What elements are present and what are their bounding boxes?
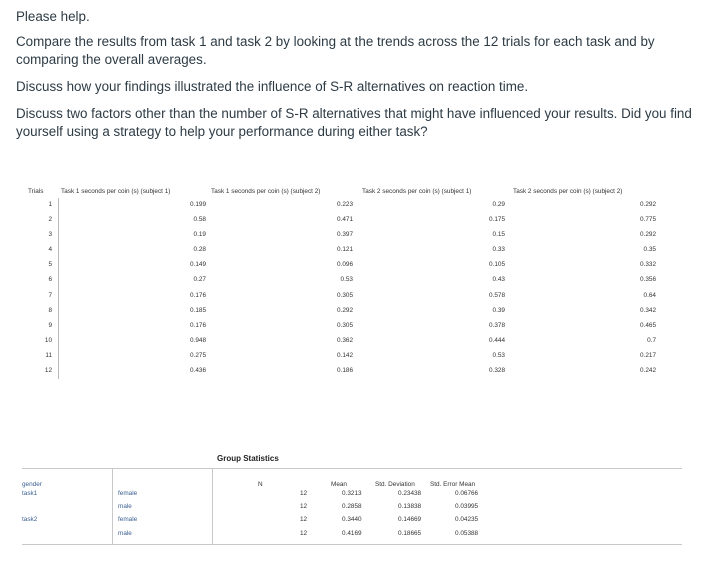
stats-col-se: Std. Error Mean: [430, 481, 476, 488]
trial-value: 0.356: [640, 276, 656, 284]
trial-value: 0.58: [193, 216, 206, 224]
trial-number: 11: [45, 351, 52, 359]
trial-value: 0.242: [640, 367, 656, 375]
trial-value: 0.33: [492, 246, 505, 254]
stats-divider-1: [112, 468, 113, 544]
trial-row: [28, 243, 688, 258]
trial-value: 0.121: [337, 246, 353, 254]
trial-number: 4: [48, 246, 52, 254]
trial-value: 0.105: [489, 261, 505, 269]
trial-number: 2: [48, 216, 52, 224]
trial-value: 0.578: [489, 291, 505, 299]
stats-sex-cell: female: [118, 516, 138, 523]
trial-value: 0.15: [492, 231, 505, 239]
trial-value: 0.175: [489, 216, 505, 224]
trial-value: 0.64: [643, 291, 656, 299]
trial-value: 0.378: [489, 321, 505, 329]
stats-n-cell: 12: [300, 490, 308, 497]
trial-row: [28, 364, 688, 379]
trial-number: 5: [48, 261, 52, 269]
trial-value: 0.305: [337, 321, 353, 329]
stats-se-cell: 0.03995: [455, 503, 479, 510]
trial-row: [28, 198, 688, 213]
stats-col-sd: Std. Deviation: [375, 481, 415, 488]
trial-value: 0.27: [193, 276, 206, 284]
stats-sex-cell: male: [118, 503, 132, 510]
stats-sd-cell: 0.23438: [398, 490, 422, 497]
trial-value: 0.199: [190, 201, 206, 208]
trial-row: [28, 258, 688, 273]
trials-table: [28, 184, 688, 379]
trial-value: 0.53: [340, 276, 353, 284]
question-greeting: Please help.: [16, 9, 90, 24]
stats-col-mean: Mean: [331, 481, 347, 488]
question-text: [16, 8, 706, 150]
trial-value: 0.436: [190, 367, 206, 375]
trial-value: 0.096: [337, 261, 353, 269]
trial-row: [28, 289, 688, 304]
trial-value: 0.775: [640, 216, 656, 224]
trial-value: 0.362: [337, 336, 353, 344]
trial-value: 0.328: [489, 367, 505, 375]
trial-value: 0.149: [190, 261, 206, 269]
stats-sd-cell: 0.14669: [398, 516, 422, 523]
trial-value: 0.305: [337, 291, 353, 299]
trial-number: 9: [48, 321, 52, 329]
stats-top-rule: [22, 468, 682, 469]
trial-value: 0.176: [190, 321, 206, 329]
stats-n-cell: 12: [300, 516, 308, 523]
trial-value: 0.292: [337, 306, 353, 314]
trial-row: [28, 349, 688, 364]
question-compare: Compare the results from task 1 and task 2 by looking at the trends across the 12 trials for each task and by comparing the overall averages.: [16, 34, 655, 67]
trial-number: 7: [48, 291, 52, 299]
stats-se-cell: 0.05388: [455, 530, 479, 537]
trial-value: 0.292: [640, 201, 656, 208]
header-task1-s2: Task 1 seconds per coin (s) (subject 2): [211, 187, 321, 195]
trial-row: [28, 228, 688, 243]
question-discuss-sr: Discuss how your findings illustrated the influence of S-R alternatives on reaction time.: [16, 79, 529, 94]
trial-value: 0.28: [193, 246, 206, 254]
trial-value: 0.471: [337, 216, 353, 224]
header-task2-s1: Task 2 seconds per coin (s) (subject 1): [362, 187, 472, 195]
trial-value: 0.292: [640, 231, 656, 239]
trial-value: 0.332: [640, 261, 656, 269]
stats-mean-cell: 0.3440: [342, 516, 362, 523]
trials-body: [28, 198, 688, 379]
stats-sd-cell: 0.18665: [398, 530, 422, 537]
trial-value: 0.342: [640, 306, 656, 314]
stats-divider-2: [212, 468, 213, 544]
trial-value: 0.142: [337, 351, 353, 359]
trial-value: 0.948: [190, 336, 206, 344]
stats-mean-cell: 0.3213: [342, 490, 362, 497]
trial-row: [28, 273, 688, 288]
stats-bottom-rule: [22, 544, 682, 545]
trial-value: 0.465: [640, 321, 656, 329]
trial-row: [28, 319, 688, 334]
trial-value: 0.29: [492, 201, 505, 208]
trial-number: 1: [48, 201, 52, 208]
trial-value: 0.186: [337, 367, 353, 375]
trial-value: 0.217: [640, 351, 656, 359]
stats-sex-cell: male: [118, 530, 132, 537]
trial-row: [28, 334, 688, 349]
stats-n-cell: 12: [300, 530, 308, 537]
trial-value: 0.185: [190, 306, 206, 314]
trial-value: 0.53: [492, 351, 505, 359]
trial-value: 0.444: [489, 336, 505, 344]
header-task2-s2: Task 2 seconds per coin (s) (subject 2): [513, 187, 623, 195]
trial-row: [28, 213, 688, 228]
trial-value: 0.39: [492, 306, 505, 314]
header-trials: Trials: [28, 187, 44, 195]
trial-number: 8: [48, 306, 52, 314]
stats-mean-cell: 0.2858: [342, 503, 362, 510]
trial-row: [28, 304, 688, 319]
stats-se-cell: 0.06766: [455, 490, 479, 497]
trial-value: 0.275: [190, 351, 206, 359]
group-statistics-title: Group Statistics: [217, 454, 279, 463]
trial-value: 0.7: [647, 336, 656, 344]
header-task1-s1: Task 1 seconds per coin (s) (subject 1): [61, 187, 171, 195]
stats-sd-cell: 0.13838: [398, 503, 422, 510]
trial-value: 0.223: [337, 201, 353, 208]
stats-col-gender: gender: [22, 481, 42, 488]
trial-value: 0.176: [190, 291, 206, 299]
group-statistics-table: [22, 440, 682, 550]
stats-mean-cell: 0.4169: [342, 530, 362, 537]
trial-value: 0.19: [193, 231, 206, 239]
stats-task-cell: task1: [22, 490, 38, 497]
trial-value: 0.35: [643, 246, 656, 254]
trial-value: 0.397: [337, 231, 353, 239]
trial-number: 6: [48, 276, 52, 284]
trial-number: 12: [44, 367, 52, 375]
stats-n-cell: 12: [300, 503, 308, 510]
trial-number: 10: [44, 336, 52, 344]
stats-task-cell: task2: [22, 516, 38, 523]
stats-col-n: N: [258, 481, 263, 488]
trial-number: 3: [48, 231, 52, 239]
stats-sex-cell: female: [118, 490, 138, 497]
question-discuss-factors: Discuss two factors other than the number of S-R alternatives that might have influenced your results. Did you find yourself using a strategy to help your performance during either task?: [16, 106, 692, 139]
trials-header-row: [28, 184, 688, 198]
trial-value: 0.43: [492, 276, 505, 284]
stats-se-cell: 0.04235: [455, 516, 479, 523]
